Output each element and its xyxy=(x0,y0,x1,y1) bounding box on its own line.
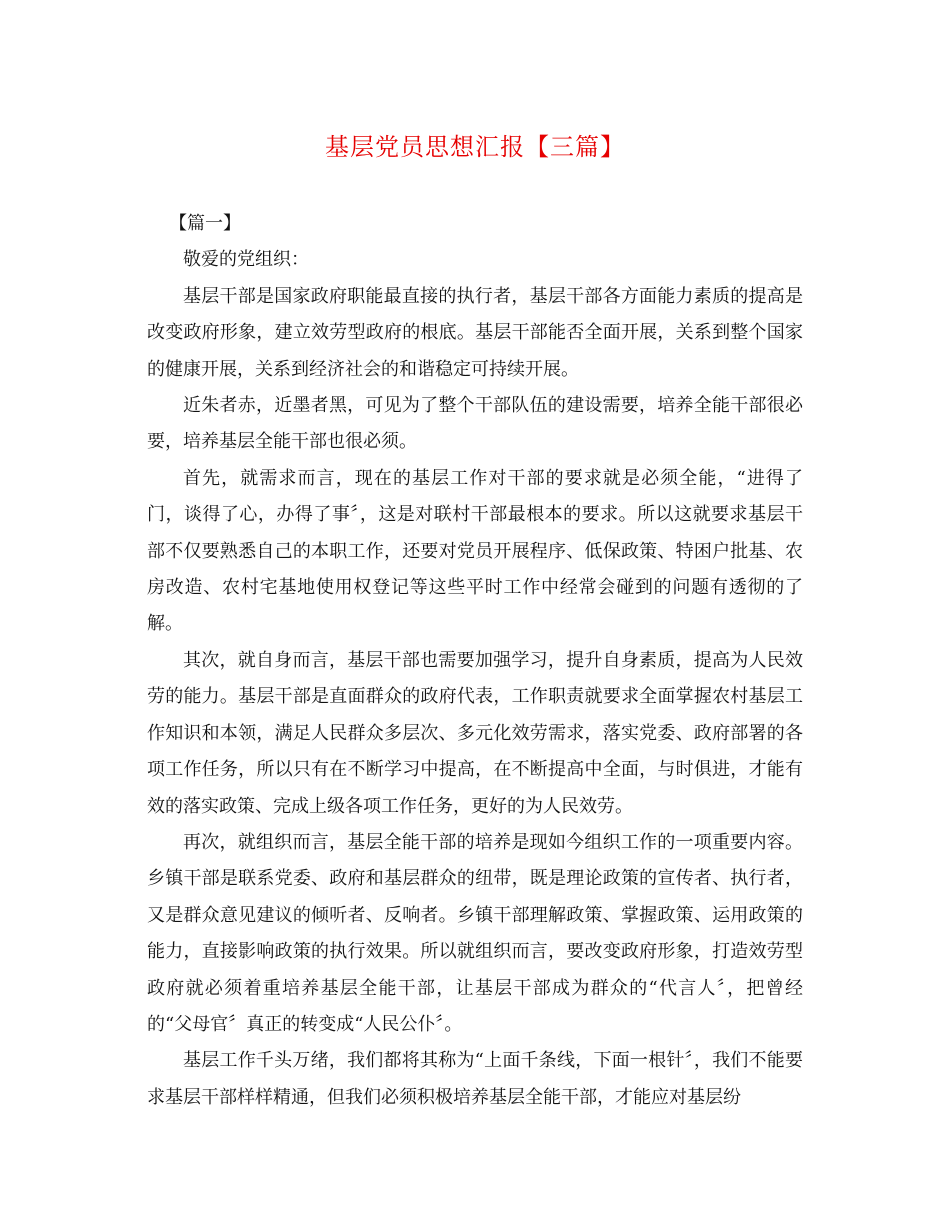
paragraph: 首先，就需求而言，现在的基层工作对干部的要求就是必须全能，“进得了门，谈得了心，办得了事〞，这是对联村干部最根本的要求。所以这就要求基层干部不仅要熟悉自己的本职工作，还要对党员开展程序、低保政策、特困户批基、农房改造、农村宅基地使用权登记等这些平时工作中经常会碰到的问题有透彻的了解。 xyxy=(147,467,803,635)
section-label: 【篇一】 xyxy=(169,213,241,234)
paragraph: 其次，就自身而言，基层干部也需要加强学习，提升自身素质，提高为人民效劳的能力。基层干部是直面群众的政府代表，工作职责就要求全面掌握农村基层工作知识和本领，满足人民群众多层次、多元化效劳需求，落实党委、政府部署的各项工作任务，所以只有在不断学习中提高，在不断提高中全面，与时俱进，才能有效的落实政策、完成上级各项工作任务，更好的为人民效劳。 xyxy=(147,649,803,817)
salutation: 敬爱的党组织： xyxy=(183,249,309,271)
paragraph: 基层工作千头万绪，我们都将其称为“上面千条线，下面一根针〞，我们不能要求基层干部样样精通，但我们必须积极培养基层全能干部，才能应对基层纷 xyxy=(147,1050,803,1108)
paragraph: 近朱者赤，近墨者黑，可见为了整个干部队伍的建设需要，培养全能干部很必要，培养基层全能干部也很必须。 xyxy=(147,395,803,453)
document-body xyxy=(147,206,803,1116)
paragraph: 再次，就组织而言，基层全能干部的培养是现如今组织工作的一项重要内容。乡镇干部是联系党委、政府和基层群众的纽带，既是理论政策的宣传者、执行者，又是群众意见建议的倾听者、反响者。乡镇干部理解政策、掌握政策、运用政策的能力，直接影响政策的执行效果。所以就组织而言，要改变政府形象，打造效劳型政府就必须着重培养基层全能干部，让基层干部成为群众的“代言人〞，把曾经的“父母官〞真正的转变成“人民公仆〞。 xyxy=(147,831,803,1035)
document-title: 基层党员思想汇报【三篇】 xyxy=(325,133,625,161)
paragraph: 基层干部是国家政府职能最直接的执行者，基层干部各方面能力素质的提高是改变政府形象，建立效劳型政府的根底。基层干部能否全面开展，关系到整个国家的健康开展，关系到经济社会的和谐稳定可持续开展。 xyxy=(147,285,803,380)
